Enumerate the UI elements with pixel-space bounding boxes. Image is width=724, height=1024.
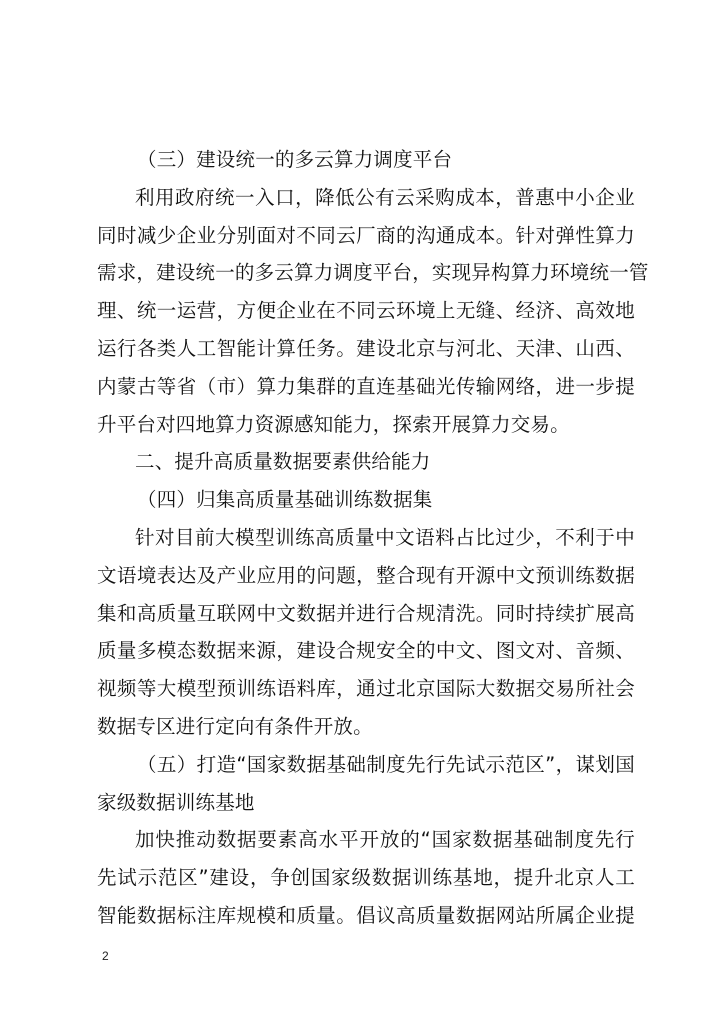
paragraph-line: 数据专区进行定向有条件开放。 — [97, 714, 373, 738]
heading-line: （五）打造“国家数据基础制度先行先试示范区”，谋划国 — [137, 752, 635, 776]
paragraph-line: 升平台对四地算力资源感知能力，探索开展算力交易。 — [97, 412, 570, 436]
paragraph-line: 利用政府统一入口，降低公有云采购成本，普惠中小企业 — [135, 185, 635, 209]
paragraph-line: 运行各类人工智能计算任务。建设北京与河北、天津、山西、 — [97, 336, 635, 360]
paragraph-line: 文语境表达及产业应用的问题，整合现有开源中文预训练数据 — [97, 563, 635, 587]
document-body — [97, 141, 649, 935]
heading-line: 家级数据训练基地 — [97, 790, 255, 814]
paragraph-line: 针对目前大模型训练高质量中文语料占比过少，不利于中 — [135, 525, 635, 549]
paragraph-line: 理、统一运营，方便企业在不同云环境上无缝、经济、高效地 — [97, 299, 635, 323]
paragraph-line: 内蒙古等省（市）算力集群的直连基础光传输网络，进一步提 — [97, 374, 635, 398]
paragraph-1 — [97, 179, 649, 444]
paragraph-line: 同时减少企业分别面对不同云厂商的沟通成本。针对弹性算力 — [97, 223, 635, 247]
page-number: 2 — [102, 949, 109, 963]
paragraph-line: 需求，建设统一的多云算力调度平台，实现异构算力环境统一管 — [97, 261, 649, 285]
paragraph-line: 先试示范区”建设，争创国家级数据训练基地，提升北京人工 — [97, 866, 635, 890]
paragraph-line: 加快推动数据要素高水平开放的“国家数据基础制度先行 — [135, 828, 635, 852]
section-heading-4: （四）归集高质量基础训练数据集 — [137, 488, 433, 512]
paragraph-line: 视频等大模型预训练语料库，通过北京国际大数据交易所社会 — [97, 677, 635, 701]
paragraph-line: 智能数据标注库规模和质量。倡议高质量数据网站所属企业提 — [97, 903, 635, 927]
paragraph-3 — [97, 821, 635, 934]
section-heading-3: （三）建设统一的多云算力调度平台 — [137, 148, 453, 171]
paragraph-line: 集和高质量互联网中文数据并进行合规清洗。同时持续扩展高 — [97, 601, 635, 625]
section-heading-5 — [97, 746, 635, 822]
paragraph-2 — [97, 519, 635, 746]
section-heading-2: 二、提升高质量数据要素供给能力 — [135, 450, 431, 474]
paragraph-line: 质量多模态数据来源，建设合规安全的中文、图文对、音频、 — [97, 639, 635, 663]
